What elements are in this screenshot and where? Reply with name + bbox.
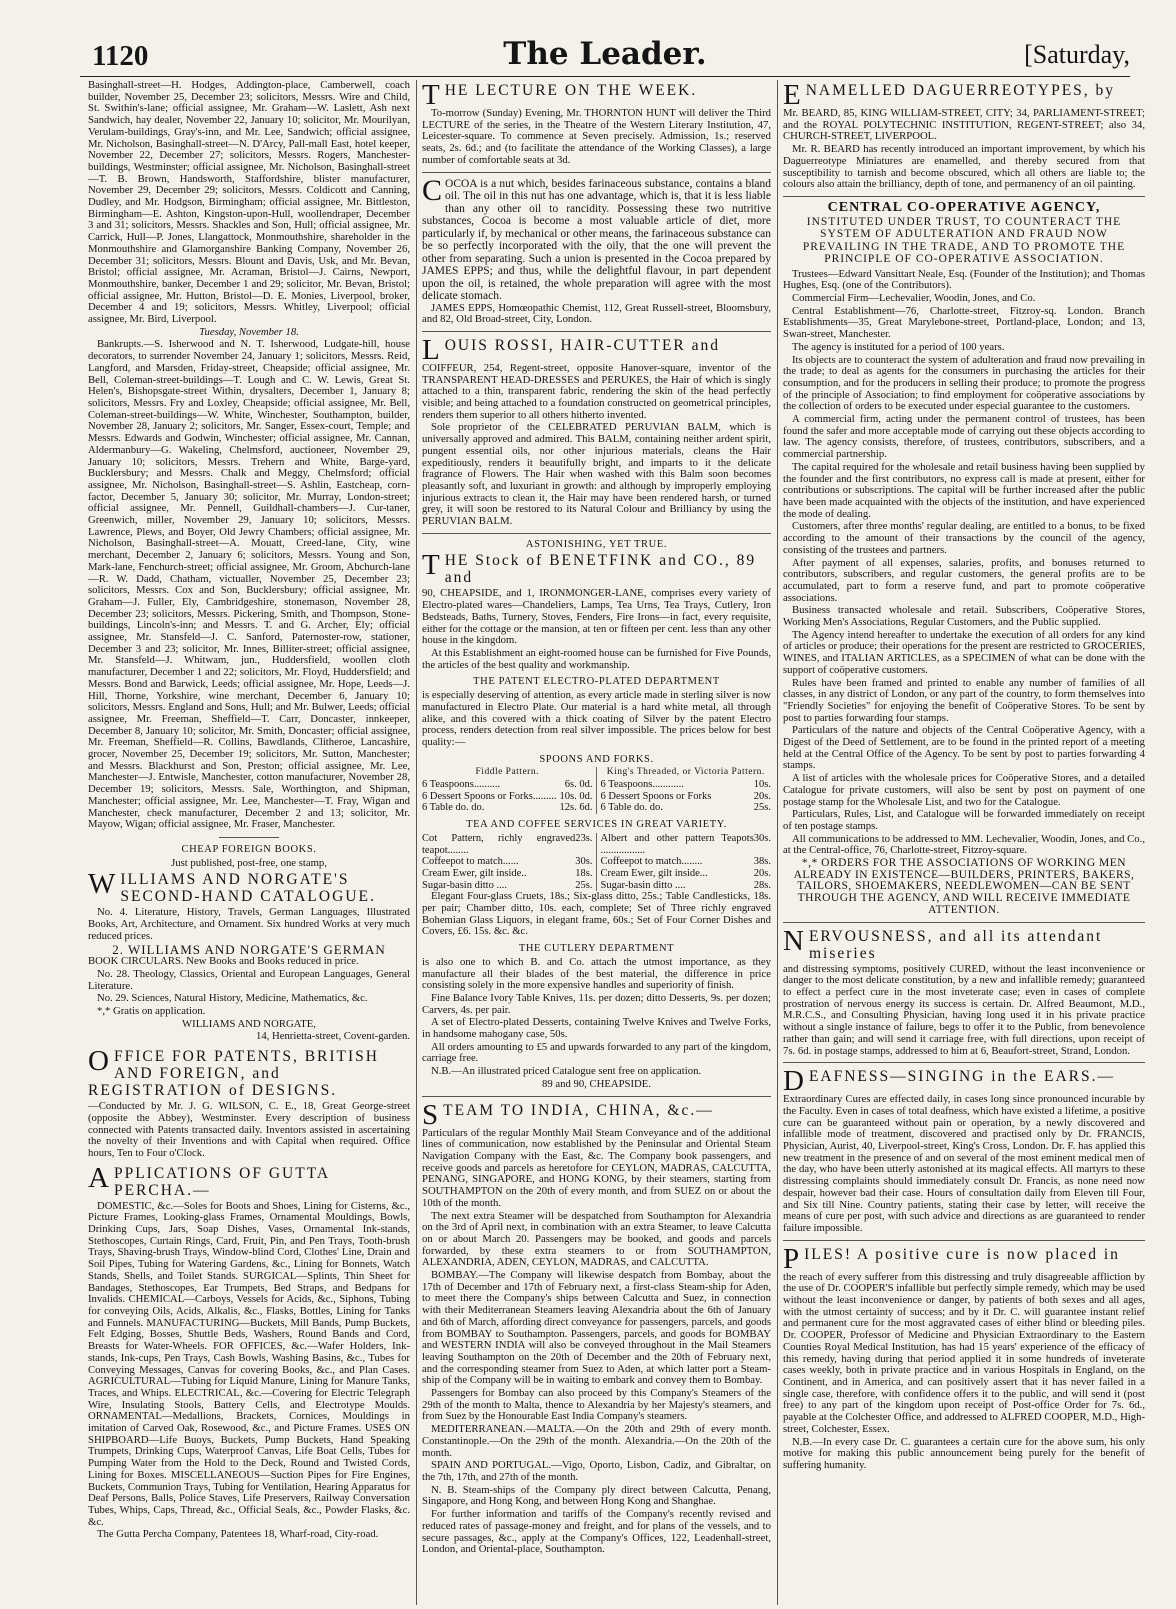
price-row: Cream Ewer, gilt inside.. 18s. xyxy=(422,867,593,879)
steam-body-7: N. B. Steam-ships of the Company ply direct between Calcutta, Penang, Singapore, and Hong Kong, and between Hong Kong and Shanghae. xyxy=(422,1483,771,1508)
divider xyxy=(422,172,771,173)
coop-p11: A list of articles with the wholesale prices for Coöperative Stores, and a detailed Catalogue for private customers, will also be sent by post on payment of one postage stamp for the Wholesale List, and two for the Catalogue. xyxy=(783,772,1145,808)
wn-no28: No. 28. Theology, Classics, Oriental and European Languages, General Literature. xyxy=(88,967,410,992)
kings-heading: King's Threaded, or Victoria Pattern. xyxy=(606,767,765,778)
rossi-title: LOUIS ROSSI, HAIR-CUTTER and xyxy=(422,333,721,366)
column-rule xyxy=(416,80,417,1605)
coop-p3: A commercial firm, acting under the permanent control of trustees, has been found the safer and more acceptable mode of carrying out these objects according to law. The agency consists, therefore, of trustees, contributors, subscribers, and a commercial partnership. xyxy=(783,413,1145,461)
patents-body: —Conducted by Mr. J. G. WILSON, C. E., 18, Great George-street (opposite the Abbey), Westminster. Every description of business connected with Patents transacted daily. Inventors assisted in ascertaining the novelty of their Inventions and with Capital when required. Office hours, Ten to Four o'Clock. xyxy=(88,1100,410,1159)
coop-p6: After payment of all expenses, salaries, profits, and bonuses returned to contributors, subscribers, and regular customers, the general profits are to be accumulated, part to form a reserve fund, and part to promote coöperative associations. xyxy=(783,556,1145,604)
price-row: 6 Dessert Spoons or Forks......... 10s. 0d. xyxy=(422,790,593,802)
wn-no29: No. 29. Sciences, Natural History, Medicine, Mathematics, &c. xyxy=(97,992,368,1005)
coop-orders: *,* ORDERS FOR THE ASSOCIATIONS OF WORKING MEN ALREADY IN EXISTENCE—BUILDERS, PRINTERS, BAKERS, TAILORS, SHOEMAKERS, NEEDLEWOMEN—CAN BE SENT THROUGH THE AGENCY, AND WILL RECEIVE IMMEDIATE ATTENTION. xyxy=(793,857,1135,916)
tea-heading: TEA AND COFFEE SERVICES IN GREAT VARIETY. xyxy=(466,819,727,831)
electro-body: is especially deserving of attention, as every article made in sterling silver is now manufactured in Electro Plate. Our material is a hard white metal, all through alike, and this covered with a thick coating of Silver by the patent Electro process, renders detection from real silver impossible. The prices below for best quality:— xyxy=(422,689,771,748)
steam-body-1: Particulars of the regular Monthly Mail Steam Conveyance and of the additional lines of communication, now established by the Peninsular and Oriental Steam Navigation Company with the East, &c. The Company book passengers, and receive goods and parcels as heretofore for CEYLON, MADRAS, CALCUTTA, PENANG, SINGAPORE, and HONG KONG, by their steamers, starting from SOUTHAMPTON on the 20th of every month, and from SUEZ on or about the 10th of the month. xyxy=(422,1126,771,1209)
cutlery-heading: THE CUTLERY DEPARTMENT xyxy=(518,943,675,955)
astonishing-heading: ASTONISHING, YET TRUE. xyxy=(525,538,668,550)
column-3 xyxy=(783,80,1145,1605)
wn-gratis: *,* Gratis on application. xyxy=(97,1005,206,1018)
divider xyxy=(422,1096,771,1097)
coop-firm: Commercial Firm—Lechevalier, Woodin, Jones, and Co. xyxy=(792,292,1036,305)
catalogue-note: N.B.—An illustrated priced Catalogue sent free on application. xyxy=(431,1065,702,1078)
cot-column xyxy=(422,833,597,892)
divider xyxy=(783,196,1145,197)
electro-heading: THE PATENT ELECTRO-PLATED DEPARTMENT xyxy=(473,676,720,688)
benetfink-body-1: 90, CHEAPSIDE, and 1, IRONMONGER-LANE, comprises every variety of Electro-plated wares—Chandeliers, Lamps, Tea Urns, Tea Trays, Cutlery, Iron Bedsteads, Baths, Turnery, Stoves, Fenders, Fire Irons—in fact, every requisite, either for the cottage or the mansion, at ten or fifteen per cent. less than any other house in the kingdom. xyxy=(422,587,771,647)
wn-address: 14, Henrietta-street, Covent-garden. xyxy=(255,1030,410,1043)
nervousness-title: NERVOUSNESS, and all its attendant miseries xyxy=(783,924,1103,962)
just-published: Just published, post-free, one stamp, xyxy=(171,856,327,869)
price-row: Sugar-basin ditto .... 25s. xyxy=(422,879,593,891)
coop-central: Central Establishment—76, Charlotte-street, Fitzroy-sq. London. Branch Establishments—35, Great Marylebone-street, Portland-place, London; and 13, Swan-street, Manchester. xyxy=(783,304,1145,341)
divider xyxy=(422,533,771,534)
cutlery-body: is also one to which B. and Co. attach the utmost importance, as they manufacture all their blades of the best material, the difference in price consisting solely in the more expensive handles and superiority of finish. xyxy=(422,955,771,992)
divider xyxy=(219,837,279,838)
nervousness-body: and distressing symptoms, positively CURED, without the least inconvenience or danger to the most delicate constitution, by a new and infallible remedy; guaranteed to effect a perfect cure in the most inveterate case; even in cases of complete prostration of nervous energy its success is certain. Dr. Alfred Beaumont, M.D., M.R.C.S., and Consulting Physician, having long used it in his private practice without a single instance of failure, begs to offer it to the Public, from benevolence rather than gain; and will send it carriage free, with full directions, upon receipt of 7s. 6d. in postage stamps, addressed to him at 6, Beaufort-street, Strand, London. xyxy=(783,962,1145,1057)
price-row: Sugar-basin ditto .... 28s. xyxy=(600,879,771,891)
daguerreotypes-body-2: Mr. R. BEARD has recently introduced an important improvement, by which his Daguerreotype Miniatures are enamelled, and thereby secured from that susceptibility to tarnish and become obscured, which all others are liable to; the colours also attain the brilliancy, depth of tone, and permanency of an oil painting. xyxy=(783,143,1145,191)
lecture-body: To-morrow (Sunday) Evening, Mr. THORNTON HUNT will deliver the Third LECTURE of the series, in the Theatre of the Western Literary Institution, 47, Leicester-square. To commence at Seven precisely. Admission, 1s.; reserved seats, 2s. 6d.; and (to facilitate the attendance of the Working Classes), a large number of comfortable seats at 3d. xyxy=(422,107,771,166)
williams-norgate-title: WILLIAMS AND NORGATE'S SECOND-HAND CATALOGUE. xyxy=(88,868,376,906)
cheap-books-heading: CHEAP FOREIGN BOOKS. xyxy=(181,844,317,855)
coop-p5: Customers, after three months' regular dealing, are entitled to a bonus, to be fixed according to the amount of their transactions by the council of the agency, consisting of the trustees and partners. xyxy=(783,520,1145,556)
rossi-body-1: COIFFEUR, 254, Regent-street, opposite Hanover-square, inventor of the TRANSPARENT HEAD-DRESSES and PERUKES, the Hair of which is singly attached to a thin, transparent fabric, rendering the skin of the head perfectly visible; and being attached to a foundation constructed on geometrical principles, renders them superior to all others hitherto invented. xyxy=(422,361,771,421)
bankrupts-continued: Basinghall-street—H. Hodges, Addington-place, Camberwell, coach builder, November 25, December 23; solicitors, Messrs. Wire and Child, St. Swithin's-lane; official assignee, Mr. Graham—W. Laslett, Ash next Sandwich, hay dealer, November 22, January 10; solicitor, Mr. Mourilyan, Verulam-buildings, Gray's-inn, and Mr. Lee, Sandwich; official assignee, Mr. Nicholson, Basinghall-street—N. D'Arcy, Pall-mall East, hotel keeper, November 22, December 27; solicitors, Messrs. Rogers, Manchester-buildings, Westminster; official assignee, Mr. Nicholson, Basinghall-street—T. B. Brown, Handsworth, Staffordshire, blister manufacturer, November 29, December 29; solicitors, Messrs. Coldicott and Canning, Dudley, and Mr. Hodgson, Birmingham; official assignee, Mr. Bittleston, Birmingham—E. Ashton, Kingston-upon-Hull, woollendraper, December 3 and 31; solicitors, Messrs. Shackles and Son, Hull; official assignee, Mr. Carrick, Hull—P. Jones, Llangattock, Monmouthshire, shareholder in the Monmouthshire and Glamorganshire Banking Company, November 26, December 31; solicitors, Messrs. Blount and Davis, Usk, and Mr. Bevan, Bristol; official assignee, Mr. Acraman, Bristol—J. Cairns, Newport, Monmouthshire, banker, December 1 and 29; solicitor, Mr. Bevan, Bristol; official assignee, Mr. Hutton, Bristol—D. E. Monies, Liverpool, broker, December 4 and 19; solicitors, Messrs. Whitley, Liverpool; official assignee, Mr. Bird, Liverpool. xyxy=(88,80,410,326)
divider xyxy=(783,922,1145,923)
cocoa-ad: COCOA is a nut which, besides farinaceous substance, contains a bland oil. The oil in this nut has one advantage, which is, that it is less liable than any other oil to rancidity. Possessing these two nutritive substances, Cocoa is become a most valuable article of diet, more particularly if, by mechanical or other means, the farinaceous substance can be so perfectly incorporated with the oily, that the one will prevent the other from separating. Such a union is presented in the Cocoa prepared by JAMES EPPS; and thus, while the delightful flavour, in part dependent upon the oil, is retained, the whole preparation will agree with the most delicate stomach. xyxy=(422,173,771,303)
price-row: Coffeepot to match...... 30s. xyxy=(422,856,593,868)
cooperative-title: CENTRAL CO-OPERATIVE AGENCY, xyxy=(827,199,1101,215)
spoons-price-table xyxy=(422,767,771,814)
price-row: 6 Dessert Spoons or Forks 20s. xyxy=(600,790,771,802)
price-row: 6 Table do. do. 25s. xyxy=(600,802,771,814)
fiddle-heading: Fiddle Pattern. xyxy=(475,767,539,778)
coop-p12: Particulars, Rules, List, and Catalogue will be forwarded immediately on receipt of ten postage stamps. xyxy=(783,808,1145,832)
gutta-percha-title: APPLICATIONS OF GUTTA PERCHA.— xyxy=(88,1161,330,1199)
piles-body: the reach of every sufferer from this distressing and truly disagreeable affliction by the use of Dr. COOPER'S infallible but perfectly simple remedy, which may be used without the least inconvenience or danger, by patients of both sexes and all ages, with the utmost certainty of success; and by it Dr. C. will guarantee instant relief and permanent cure for the most aggravated cases of either blind or bleeding piles. Dr. COOPER, Professor of Medicine and Physician Extraordinary to the Eastern Counties Royal Medical Institution, has had 15 years' experience of the efficacy of this remedy, having during that period applied it in some hundreds of inveterate cases weekly, both in private practice and in various Hospitals in England, on the Continent, and in America, and can positively assert that it has never failed in a single case, therefore, with confidence offers it to the public, and will send it (post free) to any part of the kingdom upon receipt of Post-office Order for 7s. 6d., payable at the Colchester Office, and addressed to ALFRED COOPER, M.D., High-street, Colchester, Essex. xyxy=(783,1270,1145,1435)
column-2 xyxy=(422,80,771,1605)
gutta-percha-body: DOMESTIC, &c.—Soles for Boots and Shoes, Lining for Cisterns, &c., Picture Frames, Looking-glass Frames, Ornamental Mouldings, Bowls, Drinking Cups, Jars, Soap Dishes, Vases, Ornamental Ink-stands, Stethoscopes, Curtain Rings, Card, Fruit, Pin, and Pen Trays, Tooth-brush Trays, Shaving-brush Trays, Window-blind Cord, Clothes' Line, Drain and Soil Pipes, Tubing for Watering Gardens, &c., Lining for Bonnets, Watch Stands, Shells, and Toilet Stands. SURGICAL—Splints, Thin Sheet for Bandages, Stethoscopes, Ear Trumpets, Bed Straps, and Bedpans for Invalids. CHEMICAL—Carboys, Vessels for Acids, &c., Siphons, Tubing for conveying Oils, Acids, Alkalis, &c., Flasks, Bottles, Lining for Tanks and Funnels. MANUFACTURING—Buckets, Mill Bands, Pump Buckets, Felt Edging, Bosses, Shuttle Beds, Washers, Round Bands and Cord, Breasts for Water-Wheels. FOR OFFICES, &c.—Wafer Holders, Ink-stands, Ink-cups, Pen Trays, Cash Bowls, Washing Basins, &c., Tubes for Conveying Messages, Canvas for covering Books, &c., and Plan Cases. AGRICULTURAL—Tubing for Liquid Manure, Lining for Manure Tanks, Traces, and Whips. ELECTRICAL, &c.—Covering for Electric Telegraph Wire, Insulating Stools, Battery Cells, and Electrotype Moulds. ORNAMENTAL—Medallions, Brackets, Cornices, Mouldings in imitation of Carved Oak, Rosewood, &c., and Picture Frames. USES ON SHIPBOARD—Life Buoys, Buckets, Pump Buckets, Hand Speaking Trumpets, Drinking Cups, Waterproof Canvas, Life Boat Cells, Tubes for Pumping Water from the Hold to the Deck, Round and Twisted Cords, Lining for Boxes. MISCELLANEOUS—Suction Pipes for Fire Engines, Buckets, Communion Trays, Tubing for Ventilation, Hearing Apparatus for Deaf Persons, Balls, Police Staves, Life Preservers, Railway Conversation Tubes, Whips, Caps, Thread, &c., Official Seals, &c., Powder Flasks, &c. &c. xyxy=(88,1199,410,1528)
cutlery-body-4: All orders amounting to £5 and upwards forwarded to any part of the kingdom, carriage free. xyxy=(422,1040,771,1065)
bankrupts-list: Bankrupts.—S. Isherwood and N. T. Isherwood, Ludgate-hill, house decorators, to surrender November 24, January 1; solicitors, Messrs. Reid, Langford, and Marsden, Friday-street, Cheapside; official assignee, Mr. Bell, Coleman-street-buildings—T. Lough and C. W. Lewis, Great St. Helen's, Bishopsgate-street Within, drysalters, December 1, January 8; solicitors, Messrs. Fry and Loxley, Cheapside; official assignee, Mr. Bell, Coleman-street-buildings—W. White, Winchester, Southampton, builder, November 28, January 2; solicitors, Mr. Sanger, Essex-court, Temple; and Messrs. Edwards and Godwin, Winchester; official assignee, Mr. Cannan, Aldermanbury—G. Wakeling, Chelmsford, auctioneer, November 29, January 10; solicitors, Messrs. Trehern and White, Barge-yard, Bucklersbury; and Messrs. Chalk and Meggy, Chelmsford; official assignee, Mr. Nicholson, Basinghall-street—S. Ashlin, Eastcheap, corn-factor, December 5, January 30; solicitor, Mr. Murray, London-street; official assignee, Mr. Pennell, Guildhall-chambers—J. Cur-taner, Greenwich, miller, November 29, January 10; solicitors, Messrs. Lawrence, Plews, and Boyer, Old Jewry Chambers; official assignee, Mr. Nicholson, Basinghall-street—A. Mouatt, Creed-lane, City, wine merchant, December 2, January 6; solicitors, Messrs. Young and Son, Mark-lane, Fenchurch-street; official assignee, Mr. Groom, Abchurch-lane—R. W. Dadd, Chatham, victualler, November 25, December 23; solicitors, Messrs. Cox and Son, Bucklersbury; official assignee, Mr. Graham—J. Fuller, Ely, Cambridgeshire, stonemason, November 28, December 23; solicitors, Messrs. Pickering, Smith, and Thompson, Stone-buildings, Lincoln's-inn; and Messrs. T. and G. Archer, Ely; official assignee, Mr. Stansfeld—J. C. Sanford, Paternoster-row, stationer, December 3 and 23; solicitor, Mr. Innes, Billiter-street; official assignee, Mr. Stansfeld—J. Whitwam, jun., Huddersfield, woollen cloth manufacturer, December 1 and 22; solicitors, Mr. Floyd, Huddersfield; and Messrs. Bond and Barwick, Leeds; official assignee, Mr. Hope, Leeds—J. Hill, Thorne, Yorkshire, wine merchant, December 6, January 10; solicitors, Messrs. England and Sons, Hull; and Mr. Bulwer, Leeds; official assignee, Mr. Freeman, Sheffield—T. Carr, Doncaster, innkeeper, December 8, January 10; solicitor, Mr. Smith, Doncaster; official assignee, Mr. Freeman, Sheffield—R. Collins, Bawdlands, Clitheroe, Lancashire, grocer, November 25, December 19; solicitors, Mr. Sutton, Manchester; and Messrs. Blackhurst and Son, Preston; official assignee, Mr. Lee, Manchester—J. Entwisle, Manchester, cotton manufacturer, November 28, December 19; solicitors, Messrs. Sale, Worthington, and Shipman, Manchester; official assignee, Mr. Lee, Manchester—T. Fray, Wigan and Manchester, check manufacturer, December 2 and 13; solicitor, Mr. Mayow, Wigan; official assignee, Mr. Fraser, Manchester. xyxy=(88,338,410,831)
wn-signature: WILLIAMS AND NORGATE, xyxy=(182,1017,316,1030)
price-row: Cream Ewer, gilt inside... 20s. xyxy=(600,867,771,879)
column-1 xyxy=(88,80,410,1605)
price-row: 6 Teaspoons............ 10s. xyxy=(600,779,771,791)
piles-title: PILES! A positive cure is now placed in xyxy=(783,1242,1120,1275)
page-day: [Saturday, xyxy=(1024,40,1130,69)
price-row: Coffeepot to match........ 38s. xyxy=(600,856,771,868)
price-row: 6 Teaspoons.......... 6s. 0d. xyxy=(422,779,593,791)
coop-p10: Particulars of the nature and objects of the Central Coöperative Agency, with a Digest of the Deed of Settlement, are to be found in the printed report of a meeting held at the Central Office of the Agency. To be sent by post to parties forwarding 4 stamps. xyxy=(783,724,1145,772)
albert-column xyxy=(597,833,772,892)
coop-trustees: Trustees—Edward Vansittart Neale, Esq. (Founder of the Institution); and Thomas Hughes, Esq. (one of the Contributors). xyxy=(783,267,1145,292)
benetfink-body-2: At this Establishment an eight-roomed house can be furnished for Five Pounds, the articles of the best quality and workmanship. xyxy=(422,646,771,671)
fiddle-column xyxy=(422,767,597,814)
tea-price-table xyxy=(422,833,771,892)
page-header xyxy=(80,36,1130,77)
coop-p2: Its objects are to counteract the system of adulteration and fraud now prevailing in the trade; to deal as agents for the consumers in purchasing the articles for their consumption, and for the producers in selling their produce; to promote the progress of the principle of Association; to find employment for coöperative associations by the collection of orders to be executed under especial guarantee to the customers. xyxy=(783,353,1145,413)
steam-body-6: SPAIN AND PORTUGAL.—Vigo, Oporto, Lisbon, Cadiz, and Gibraltar, on the 7th, 17th, and 27th of the month. xyxy=(422,1459,771,1483)
kings-column xyxy=(597,767,772,814)
cooperative-subtitle: INSTITUTED UNDER TRUST, TO COUNTERACT THE SYSTEM OF ADULTERATION AND FRAUD NOW PREVAILING IN THE TRADE, AND TO PROMOTE THE PRINCIPLE OF CO-OPERATIVE ASSOCIATION. xyxy=(802,215,1126,266)
coop-p7: Business transacted wholesale and retail. Subscribers, Coöperative Stores, Working Men's Associations, Regular Customers, and the Public supplied. xyxy=(783,604,1145,629)
cutlery-body-3: A set of Electro-plated Desserts, containing Twelve Knives and Twelve Forks, in handsome mahogany case, 50s. xyxy=(422,1016,771,1041)
cocoa-signature: JAMES EPPS, Homœopathic Chemist, 112, Great Russell-street, Bloomsbury, and 82, Old Broad-street, City, London. xyxy=(422,301,771,326)
coop-p4: The capital required for the wholesale and retail business having been supplied by the founder and the first contributors, no express call is made at present, either for contributions or subscriptions. The capital will be further increased after the public have been made acquainted with the objects of the institution, and have experienced the mode of dealing. xyxy=(783,460,1145,520)
daguerreotypes-body-1: Mr. BEARD, 85, KING WILLIAM-STREET, CITY; 34, PARLIAMENT-STREET; and the ROYAL POLYTECHNIC INSTITUTION, REGENT-STREET; also 34, CHURCH-STREET, LIVERPOOL. xyxy=(783,107,1145,143)
price-row: Albert and other pattern Teapots ................. 30s. xyxy=(600,832,771,856)
steam-body-5: MEDITERRANEAN.—MALTA.—On the 20th and 29th of every month. Constantinople.—On the 29th of the month. Alexandria.—On the 20th of the month. xyxy=(422,1423,771,1459)
cutlery-body-2: Fine Balance Ivory Table Knives, 11s. per dozen; ditto Desserts, 9s. per dozen; Carvers, 4s. per pair. xyxy=(422,991,771,1016)
divider xyxy=(422,331,771,332)
price-row: Cot Pattern, richly engraved teapot........ 23s. xyxy=(422,832,593,856)
masthead: The Leader. xyxy=(503,36,707,72)
column-rule xyxy=(777,80,778,1605)
steam-title: STEAM TO INDIA, CHINA, &c.— xyxy=(422,1098,714,1131)
divider xyxy=(783,1240,1145,1241)
cruets-text: Elegant Four-glass Cruets, 18s.; Six-glass ditto, 25s.; Table Candlesticks, 18s. per pair; Chamber ditto, 10s. each, complete; Set of Three richly engraved Bohemian Glass Liquors, in elegant frame, 60s.; Set of Four Corner Dishes and Covers, £6. 15s. &c. &c. xyxy=(422,890,771,938)
deafness-body: Extraordinary Cures are effected daily, in cases long since pronounced incurable by the Faculty. Even in cases of total deafness, which have existed a lifetime, a positive cure can be guaranteed without pain or operation, by a newly discovered and infallible mode of treatment, discovered and practised only by Dr. FRANCIS, Physician, Aurist, 40, Liverpool-street, King's Cross, London. Dr. F. has applied this new treatment in the presence of and on several of the most eminent medical men of the day, who have been utterly astonished at its magical effects. All martyrs to these distressing complaints should immediately consult Dr. Francis, as none need now despair, however bad their case. Hours of consultation daily from Eleven till Four, and Six till Nine. Country patients, stating their case by letter, will receive the means of cure per post, with such advice and directions as are guaranteed to render failure impossible. xyxy=(783,1093,1145,1234)
patents-title: OFFICE FOR PATENTS, BRITISH AND FOREIGN, and REGISTRATION of DESIGNS. xyxy=(88,1045,379,1100)
spoons-heading: SPOONS AND FORKS. xyxy=(539,753,654,765)
lecture-title: THE LECTURE ON THE WEEK. xyxy=(422,80,698,111)
coop-p1: The agency is instituted for a period of 100 years. xyxy=(792,340,1005,353)
wn-german: 2. WILLIAMS AND NORGATE'S GERMAN xyxy=(112,941,386,957)
steam-body-3: BOMBAY.—The Company will likewise despatch from Bombay, about the 17th of December and 17th of February next, a first-class Steam-ship for Aden, to meet there the Company's ships between Calcutta and Suez, in connection with their Mediterranean Steamers leaving Alexandria about the 6th of January and 6th of March, affording direct conveyance for passengers, parcels, and goods from BOMBAY to Southampton. Passengers, parcels, and goods for BOMBAY and WESTERN INDIA will also be conveyed throughout in the Mail Steamers leaving Southampton on the 20th of December and the 20th of February next, and the corresponding steamer from Suez to Aden, at which latter port a Steam-ship of the Company will be in waiting to embark and convey them to Bombay. xyxy=(422,1269,771,1387)
benetfink-title: THE Stock of BENETFINK and CO., 89 and xyxy=(422,549,757,587)
coop-p13: All communications to be addressed to MM. Lechevalier, Woodin, Jones, and Co., at the Central-office, 76, Charlotte-street, Fitzroy-square. xyxy=(783,832,1145,857)
divider xyxy=(783,1062,1145,1063)
coop-p9: Rules have been framed and printed to enable any number of families of all classes, in any district of London, or any part of the country, to form themselves into "Friendly Societies" for enjoying the benefit of Coöperative Stores. To be sent by post to parties forwarding four stamps. xyxy=(783,676,1145,724)
rossi-body-2: Sole proprietor of the CELEBRATED PERUVIAN BALM, which is universally approved and admired. This BALM, containing neither ardent spirit, pungent essential oils, nor other injurious materials, cleans the Hair expeditiously, renders it beautifully bright, and imparts to it the delicate fragrance of Flowers. The Hair when washed with this Balm soon becomes pleasantly soft, and luxuriant in growth: and although by improperly employing injurious extracts to clean it, the Hair may have been rendered harsh, or turned grey, it will soon be restored to its Natural Colour and Brilliancy by using the PERUVIAN BALM. xyxy=(422,421,771,528)
gutta-percha-signature: The Gutta Percha Company, Patentees 18, Wharf-road, City-road. xyxy=(97,1528,379,1541)
steam-body-2: The next extra Steamer will be despatched from Southampton for Alexandria on the 3rd of April next, in combination with an extra Steamer, to leave Calcutta on or about March 20. Passengers may be booked, and goods and parcels forwarded, by these extra steamers to or from SOUTHAMPTON, ALEXANDRIA, ADEN, CEYLON, MADRAS, and CALCUTTA. xyxy=(422,1209,771,1269)
page-number: 1120 xyxy=(92,40,149,72)
coop-p8: The Agency intend hereafter to undertake the execution of all orders for any kind of articles or produce; their operations for the present are restricted to GROCERIES, WINES, and ITALIAN ARTICLES, as a SPECIMEN of what can be done with the support of coöperative customers. xyxy=(783,628,1145,676)
steam-body-8: For further information and tariffs of the Company's recently revised and reduced rates of passage-money and freight, and for plans of the vessels, and to secure passages, &c., apply at the Company's Offices, 122, Leadenhall-street, London, and Oriental-place, Southampton. xyxy=(422,1508,771,1556)
piles-nb: N.B.—In every case Dr. C. guarantees a certain cure for the above sum, his only motive for making this public announcement being purely for the benefit of suffering humanity. xyxy=(783,1435,1145,1471)
daguerreotypes-title: ENAMELLED DAGUERREOTYPES, by xyxy=(783,80,1116,111)
wn-book-circulars: BOOK CIRCULARS. New Books and Books reduced in price. xyxy=(88,955,359,968)
deafness-title: DEAFNESS—SINGING in the EARS.— xyxy=(783,1065,1115,1098)
steam-body-4: Passengers for Bombay can also proceed by this Company's Steamers of the 29th of the month to Malta, thence to Alexandria by her Majesty's steamers, and from Suez by the Honourable East India Company's steamers. xyxy=(422,1387,771,1423)
price-row: 6 Table do. do. 12s. 6d. xyxy=(422,802,593,814)
benetfink-address: 89 and 90, CHEAPSIDE. xyxy=(542,1077,651,1090)
dateline: Tuesday, November 18. xyxy=(199,325,299,338)
wn-no4: No. 4. Literature, History, Travels, German Languages, Illustrated Books, Art, Architecture, and Ornament. Six hundred Works at very much reduced prices. xyxy=(88,906,410,942)
